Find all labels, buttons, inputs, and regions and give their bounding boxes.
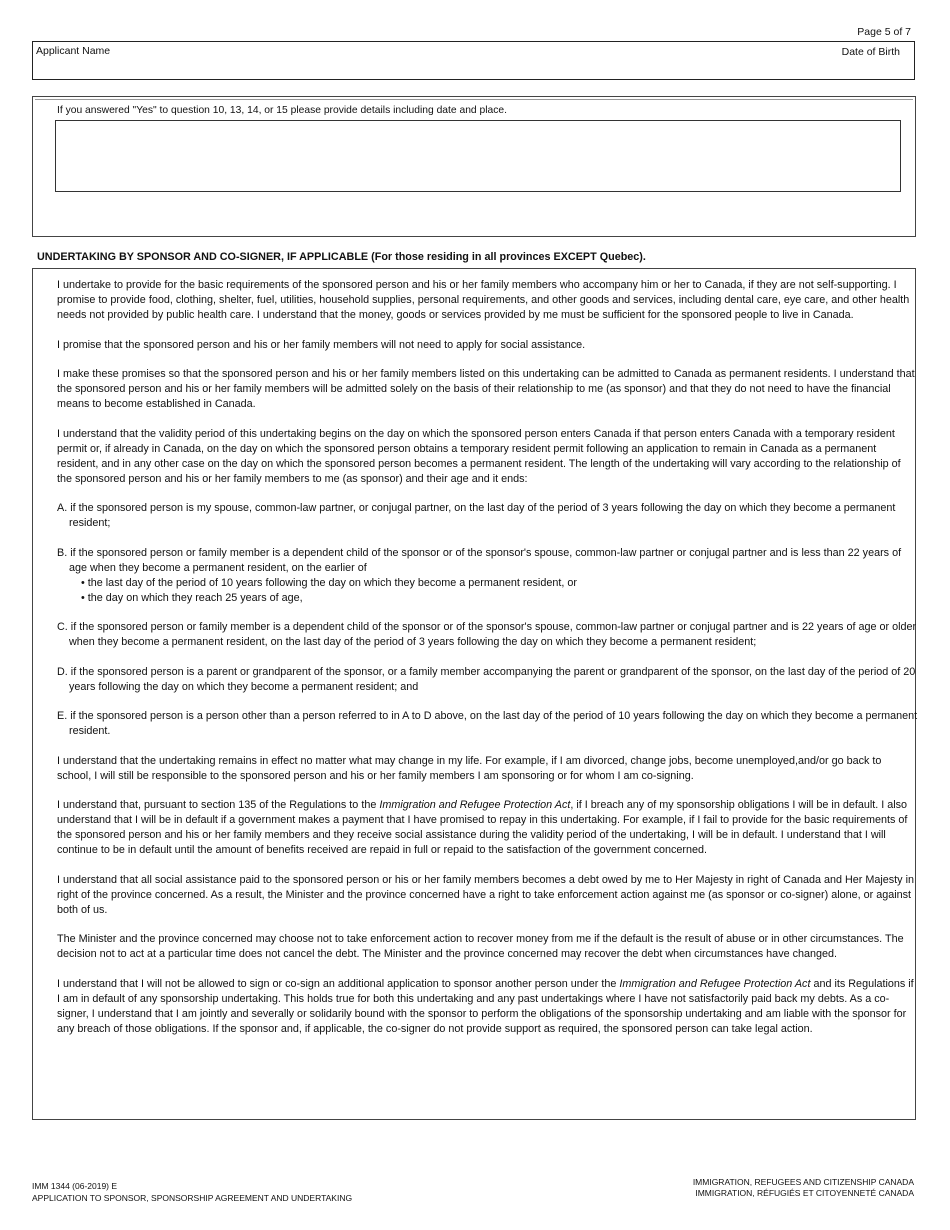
department-name-fr: IMMIGRATION, RÉFUGIÉS ET CITOYENNETÉ CANADA [695,1188,914,1198]
text-segment: and its Regulations if I am in default of any sponsorship undertaking. This holds true for both this undertaking and any past undertakings where I have not satisfactorily paid back my debts. As a co-signer, I understand that I am jointly and severally or solidarily bound with the sponsor to perform the obligations of the sponsorship undertaking and am liable with the sponsor for any breach of those obligations. If the sponsor and, if applicable, the co-signer do not provide support as required, the sponsored person can take legal action. [57,977,914,1035]
undertaking-paragraph: I understand that the validity period of this undertaking begins on the day on which the sponsored person enters Canada if that person enters Canada with a temporary resident permit or, if already in Canada, on the day on which the sponsored person obtains a temporary resident permit following an application to remain in Canada as a permanent resident, and in any other case on the day on which the sponsored person becomes a permanent resident. The length of the undertaking will vary according to the relationship of the sponsored person and his or her family members to me (as sponsor) and their age and it ends: [57,427,901,485]
text-segment: I understand that I will not be allowed to sign or co-sign an additional application to sponsor another person under the [57,977,620,990]
undertaking-paragraph: I undertake to provide for the basic requirements of the sponsored person and his or her family members who accompany him or her to Canada, if they are not self-supporting. I promise to provide food, clothing, shelter, fuel, utilities, household supplies, personal requirements, and other goods and services, including dental care, eye care, and other health needs not provided by public health care. I understand that the money, goods or services provided by me must be sufficient for the sponsored people to live in Canada. [57,279,910,321]
validity-item-a: A. if the sponsored person is my spouse, common-law partner, or conjugal partner, on the last day of the period of 3 years following the day on which they become a permanent resident; [57,502,896,529]
undertaking-box [32,268,916,1120]
undertaking-heading: UNDERTAKING BY SPONSOR AND CO-SIGNER, IF APPLICABLE (For those residing in all provinces EXCEPT Quebec). [37,251,646,263]
date-of-birth-label: Date of Birth [841,46,900,58]
act-title: Immigration and Refugee Protection Act [619,977,811,990]
validity-item-d: D. if the sponsored person is a parent or grandparent of the sponsor, or a family member accompanying the parent or grandparent of the sponsor, on the last day of the period of 20 years following the day on which they become a permanent resident; and [57,665,916,693]
details-textarea[interactable] [55,120,901,192]
footer-form-info [32,1181,352,1204]
applicant-name-label: Applicant Name [36,45,111,57]
form-title: APPLICATION TO SPONSOR, SPONSORSHIP AGREEMENT AND UNDERTAKING [32,1192,353,1203]
validity-item-e: E. if the sponsored person is a person other than a person referred to in A to D above, on the last day of the period of 10 years following the day on which they become a permanent resident. [57,710,918,737]
footer-department [600,1177,914,1199]
undertaking-paragraph: The Minister and the province concerned may choose not to take enforcement action to recover money from me if the default is the result of abuse or in other circumstances. The decision not to act at a particular time does not cancel the debt. The Minister and the province concerned may recover the debt when circumstances have changed. [57,933,904,960]
text-segment: , if I breach any of my sponsorship obligations I will be in default. I also understand that I will be in default if a government makes a payment that I have promised to repay in this undertaking. For example, if I fail to provide for the basic requirements of the sponsored person and his or her family members and they receive social assistance during the validity period of the undertaking, I will be in default. I understand that I will continue to be in default until the amount of benefits received are repaid in full or repaid to the satisfaction of the government concerned. [57,799,908,856]
undertaking-body [57,278,918,1051]
validity-item-b [57,546,918,606]
validity-item-c: C. if the sponsored person or family member is a dependent child of the sponsor or of the sponsor's spouse, common-law partner or conjugal partner and is 22 years of age or older when they become a permanent resident, on the last day of the period of 3 years following the day on which they become a permanent resident; [57,621,917,648]
undertaking-paragraph: I understand that all social assistance paid to the sponsored person or his or her family members becomes a debt owed by me to Her Majesty in right of Canada and Her Majesty in right of the province concerned. As a result, the Minister and the province concerned have a right to take enforcement action against me (as sponsor or co-signer) alone, or against both of us. [57,873,914,916]
undertaking-paragraph [57,977,918,1037]
undertaking-paragraph: I promise that the sponsored person and his or her family members will not need to apply for social assistance. [57,338,586,351]
page-number: Page 5 of 7 [857,26,911,38]
section-divider [35,99,913,100]
applicant-info-box[interactable] [32,41,915,80]
undertaking-paragraph: I make these promises so that the sponsored person and his or her family members listed on this undertaking can be admitted to Canada as permanent residents. I understand that the sponsored person and his or her family members will be admitted solely on the basis of their relationship to me (as sponsor) and that they do not need to have the financial means to become established in Canada. [57,368,915,410]
undertaking-paragraph: I understand that the undertaking remains in effect no matter what may change in my life. For example, if I am divorced, change jobs, become unemployed,and/or go back to school, I will still be responsible to the sponsored person and his or her family members I am sponsoring or for whom I am co-signing. [57,754,882,782]
validity-item-b-bullet: • the day on which they reach 25 years of age, [81,591,303,604]
undertaking-paragraph [57,798,918,858]
department-name-en: IMMIGRATION, REFUGEES AND CITIZENSHIP CANADA [692,1177,914,1187]
text-segment: I understand that, pursuant to section 135 of the Regulations to the [57,799,380,811]
details-section [32,96,916,237]
details-question: If you answered "Yes" to question 10, 13, 14, or 15 please provide details including date and place. [57,105,508,116]
validity-item-b-bullet: • the last day of the period of 10 years following the day on which they become a permanent resident, or [81,576,577,589]
validity-item-b-text: B. if the sponsored person or family member is a dependent child of the sponsor or of the sponsor's spouse, common-law partner or conjugal partner and is less than 22 years of age when they become a permanent resident, on the earlier of [57,546,902,574]
form-code: IMM 1344 (06-2019) E [32,1181,118,1191]
act-title: Immigration and Refugee Protection Act [379,799,571,811]
